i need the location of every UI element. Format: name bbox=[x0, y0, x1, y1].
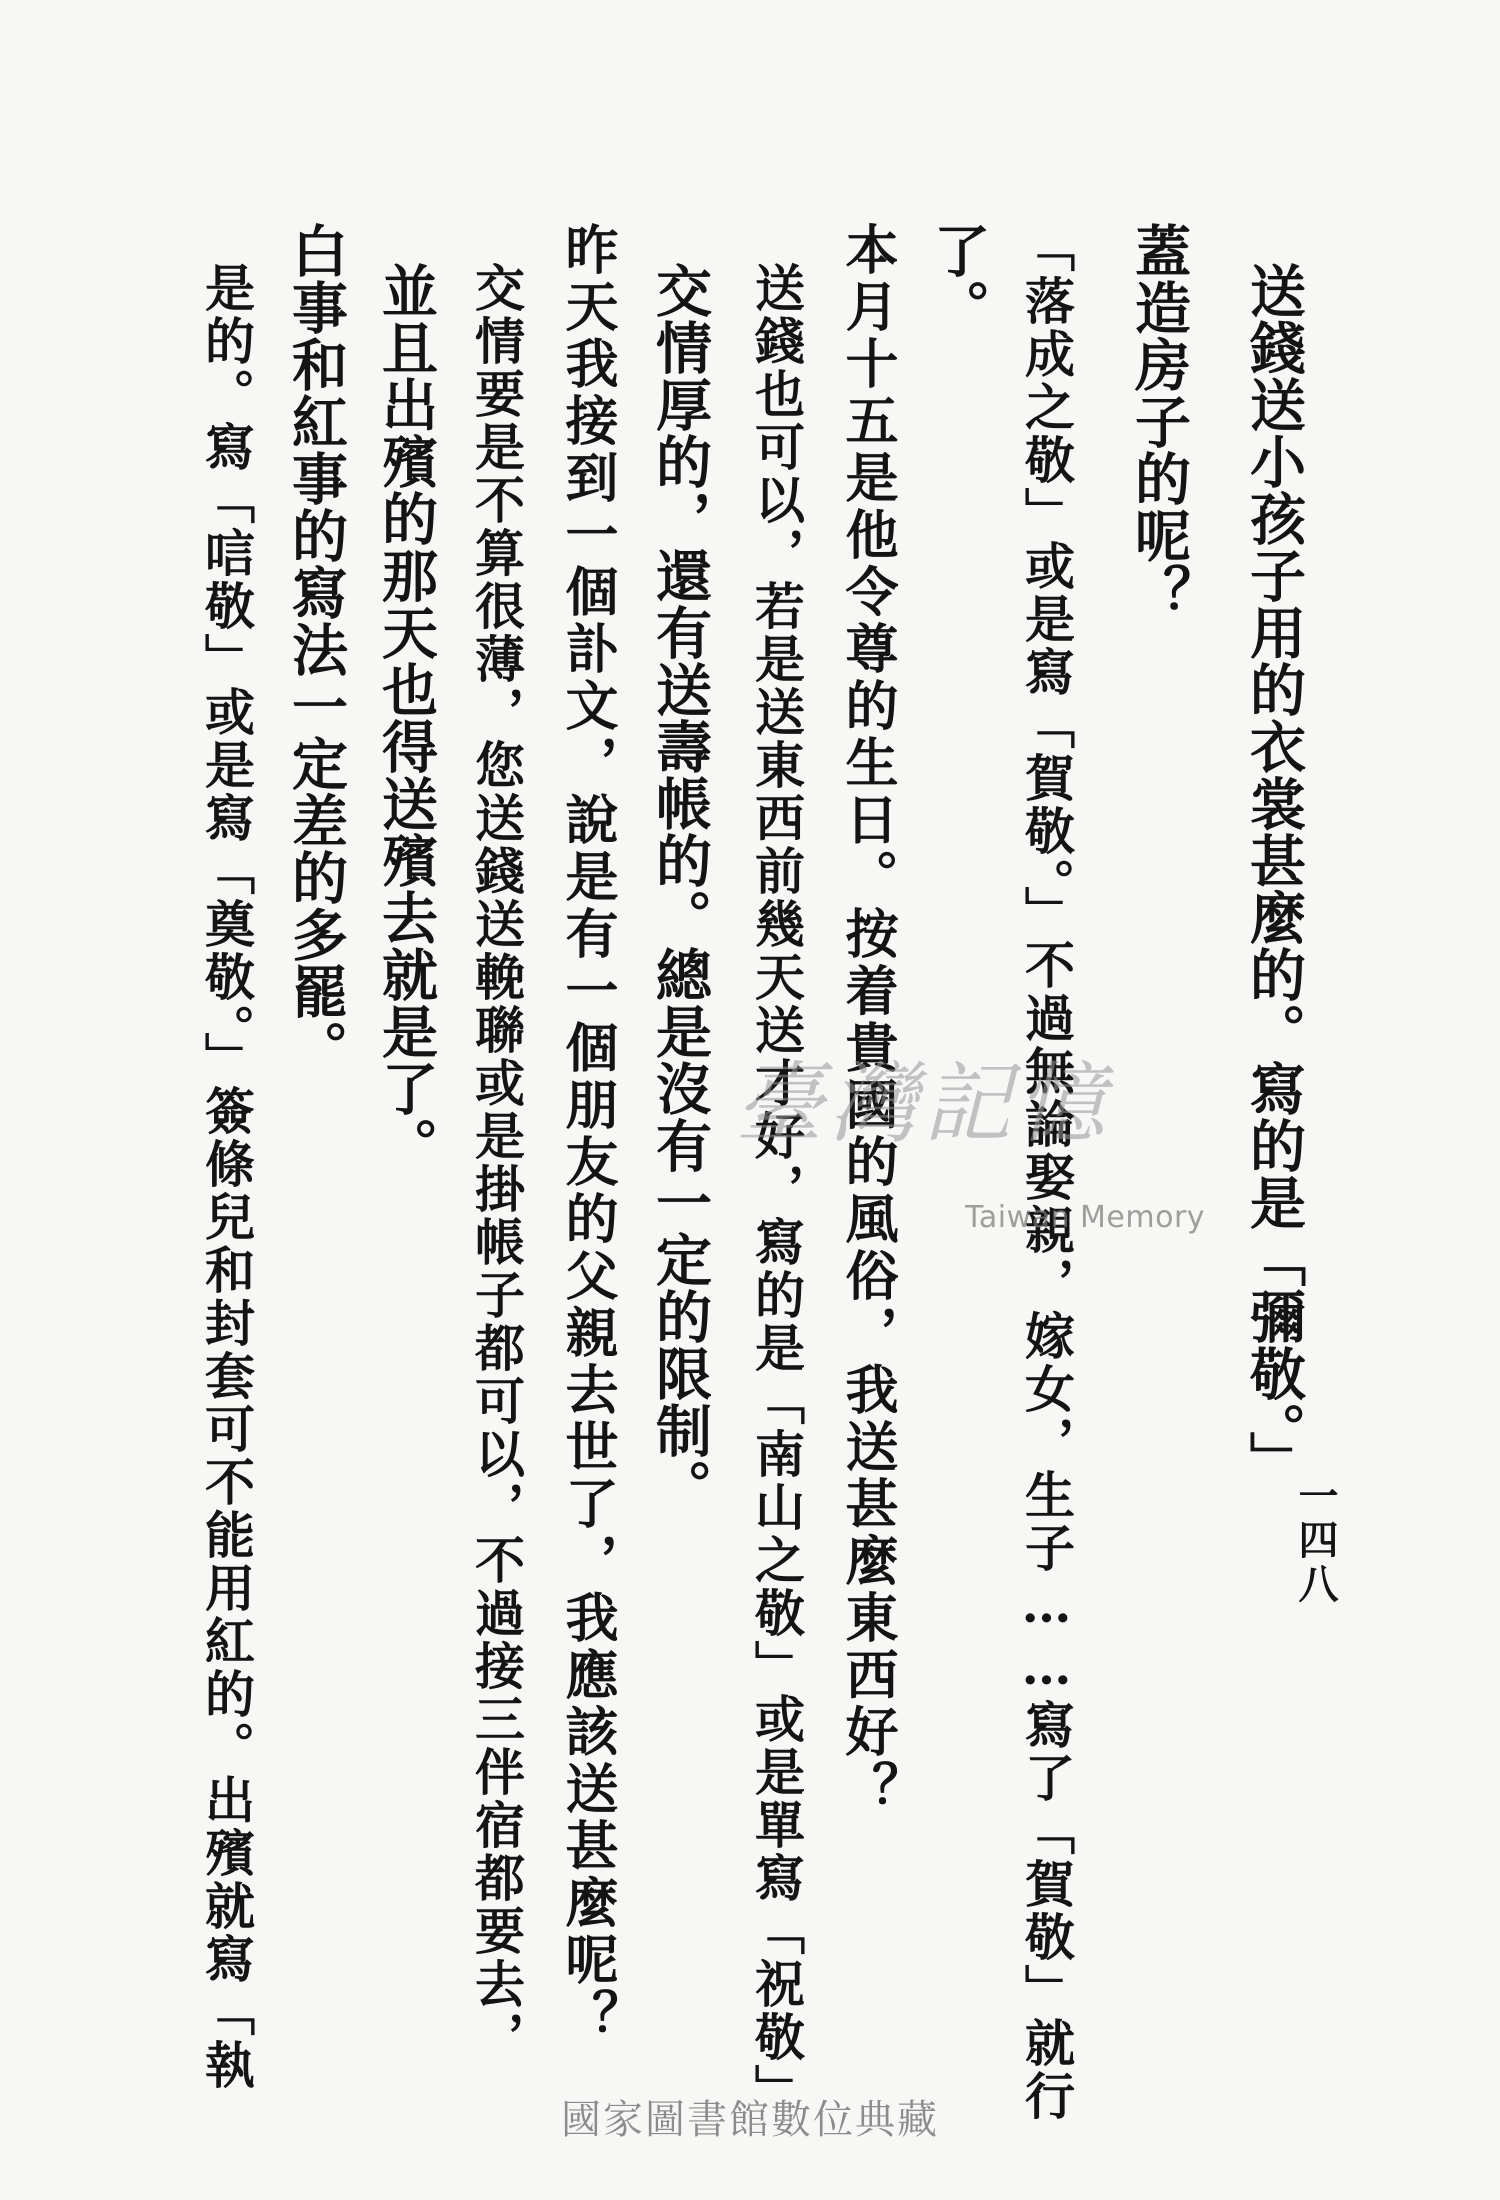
text-column-8: 昨天我接到一個訃文，說是有一個朋友的父親去世了，我應該送甚麼呢？ bbox=[557, 222, 619, 2046]
text-column-9: 交情要是不算很薄，您送錢送輓聯或是掛帳子都可以，不過接三伴宿都要去， bbox=[467, 262, 526, 2064]
text-column-6: 送錢也可以，若是送東西前幾天送才好，寫的是「南山之敬」或是單寫「祝敬」 bbox=[747, 262, 806, 2117]
text-column-12: 是的。寫「唁敬」或是寫「奠敬。」簽條兒和封套可不能用紅的。出殯就寫「執 bbox=[197, 262, 256, 2092]
watermark-english-text: Taiwan Memory bbox=[965, 1200, 1206, 1235]
watermark-chinese-text: 臺灣記憶 bbox=[735, 1052, 1112, 1155]
text-column-7: 交情厚的，還有送壽帳的。總是沒有一定的限制。 bbox=[647, 262, 713, 1516]
text-column-11: 白事和紅事的寫法一定差的多罷。 bbox=[283, 222, 349, 1077]
text-column-4: 了。 bbox=[925, 222, 991, 336]
text-column-2: 蓋造房子的呢？ bbox=[1126, 222, 1192, 621]
page-number: 一四八 bbox=[1292, 1475, 1339, 1607]
text-column-3: 「落成之敬」或是寫「賀敬。」不過無論娶親，嫁女，生子……寫了「賀敬」就行 bbox=[1017, 222, 1076, 2123]
text-column-5: 本月十五是他令尊的生日。按着貴國的風俗，我送甚麼東西好？ bbox=[837, 222, 899, 1818]
text-column-1: 送錢送小孩子用的衣裳甚麼的。寫的是「彌敬。」 bbox=[1241, 262, 1307, 1488]
library-footer: 國家圖書館數位典藏 bbox=[561, 2097, 939, 2143]
text-column-10: 並且出殯的那天也得送殯去就是了。 bbox=[373, 262, 439, 1174]
